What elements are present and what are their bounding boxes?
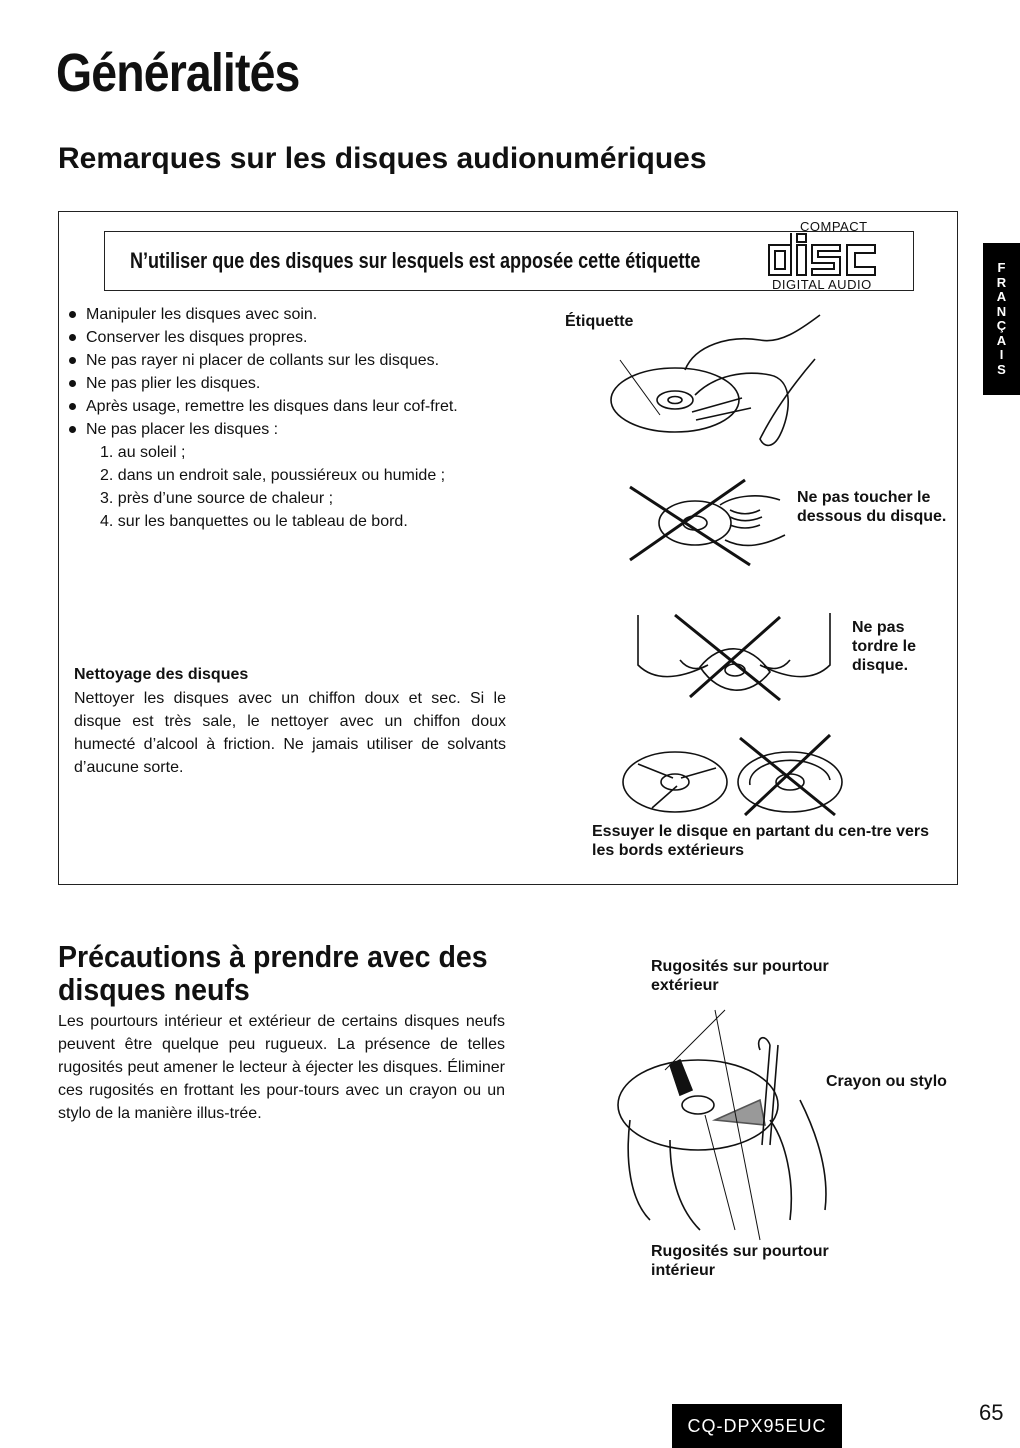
place-item: 2. dans un endroit sale, poussiéreux ou humide ; <box>100 467 446 484</box>
language-letter: R <box>996 274 1007 290</box>
language-letter: I <box>999 347 1004 362</box>
compact-disc-logo <box>765 219 915 293</box>
language-letter: F <box>997 260 1006 275</box>
label-callout: Étiquette <box>565 313 634 330</box>
care-item <box>62 418 512 533</box>
language-letter: A <box>996 289 1007 304</box>
storage-places-list <box>86 441 512 533</box>
wipe-caption: Essuyer le disque en partant du cen-tre vers les bords extérieurs <box>592 823 930 859</box>
page-title: Généralités <box>56 43 300 103</box>
label-no-touch: Ne pas toucher le dessous du disque. <box>797 489 947 525</box>
no-touch-underside-illustration <box>620 465 800 585</box>
wipe-direction-illustration <box>615 730 855 820</box>
language-letter: S <box>997 361 1006 377</box>
label-rough-outer: Rugosités sur pourtour extérieur <box>651 958 829 994</box>
no-bend-illustration <box>630 605 840 715</box>
new-discs-text: Les pourtours intérieur et extérieur de certains disques neufs peuvent être quelque peu rugueux. La présence de telles rugosités peut amener le lecteur à éjecter les disques. Éliminer ces rugosités en frottant les pour-tours avec un crayon ou un stylo de la manière illus-trée. <box>58 1013 505 1122</box>
page-number: 65 <box>979 1400 1004 1425</box>
logo-digital-audio-text: DIGITAL AUDIO <box>772 277 872 292</box>
label-no-bend: Ne pas tordre le disque. <box>852 619 917 674</box>
care-item: Ne pas plier les disques. <box>62 372 512 395</box>
section-title-disc-remarks: Remarques sur les disques audionumériques <box>58 142 707 175</box>
care-item: Après usage, remettre les disques dans leur cof-fret. <box>62 395 512 418</box>
care-item: Ne pas rayer ni placer de collants sur les disques. <box>62 349 512 372</box>
holding-disc-illustration <box>600 300 840 450</box>
model-badge: CQ-DPX95EUC <box>672 1404 842 1448</box>
cleaning-title: Nettoyage des disques <box>74 666 249 683</box>
place-item: 1. au soleil ; <box>100 444 186 461</box>
disc-care-list <box>62 303 512 533</box>
care-item: Manipuler les disques avec soin. <box>62 303 512 326</box>
language-letter: Ç <box>996 318 1007 333</box>
language-letter: A <box>996 332 1007 348</box>
cleaning-text: Nettoyer les disques avec un chiffon doux et sec. Si le disque est très sale, le nettoyer avec un chiffon doux humecté d’alcool à friction. Ne jamais utiliser de solvants d’aucune sorte. <box>74 690 506 776</box>
burr-removal-illustration <box>610 1000 850 1240</box>
place-item: 3. près d’une source de chaleur ; <box>100 490 334 507</box>
place-item: 4. sur les banquettes ou le tableau de bord. <box>100 513 408 530</box>
care-item-text: Ne pas placer les disques : <box>86 421 279 438</box>
logo-compact-text: COMPACT <box>800 219 868 234</box>
logo-disc-word <box>767 231 887 277</box>
language-tab <box>983 243 1020 395</box>
care-item: Conserver les disques propres. <box>62 326 512 349</box>
label-pencil: Crayon ou stylo <box>826 1073 947 1090</box>
label-rough-inner: Rugosités sur pourtour intérieur <box>651 1243 829 1279</box>
banner-text: N’utiliser que des disques sur lesquels est apposée cette étiquette <box>130 248 701 273</box>
section-title-new-discs: Précautions à prendre avec des disques neufs <box>58 939 488 1007</box>
language-letter: N <box>996 303 1007 319</box>
